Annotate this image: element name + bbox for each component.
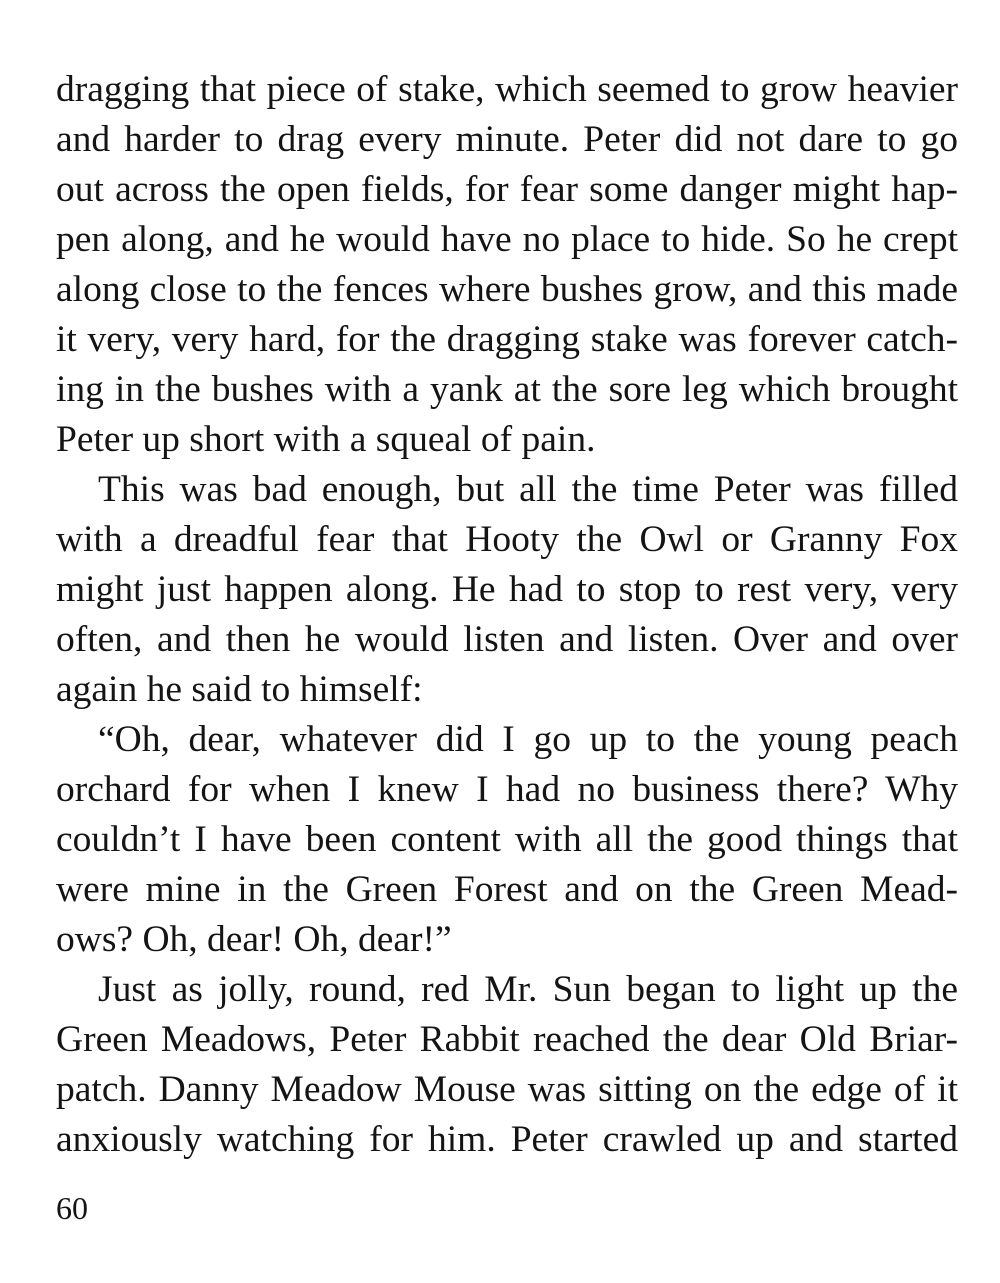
text-line: and harder to drag every minute. Peter did not dare to go: [56, 119, 958, 160]
text-line: dragging that piece of stake, which seemed to grow heavier: [56, 69, 958, 110]
text-line: Just as jolly, round, red Mr. Sun began to light up the: [98, 969, 958, 1010]
text-line: Green Meadows, Peter Rabbit reached the dear Old Briar-: [56, 1019, 958, 1060]
text-line: again he said to himself:: [56, 669, 423, 710]
text-line: might just happen along. He had to stop to rest very, very: [56, 569, 958, 610]
text-line: ing in the bushes with a yank at the sore leg which brought: [56, 369, 958, 410]
text-line: out across the open fields, for fear some danger might hap-: [56, 169, 958, 210]
text-line: This was bad enough, but all the time Peter was filled: [98, 469, 958, 510]
text-line: it very, very hard, for the dragging stake was forever catch-: [56, 319, 958, 360]
text-line: ows? Oh, dear! Oh, dear!”: [56, 919, 452, 960]
text-line: anxiously watching for him. Peter crawled up and started: [56, 1119, 958, 1160]
page-number: 60: [56, 1190, 88, 1226]
text-line: patch. Danny Meadow Mouse was sitting on the edge of it: [56, 1069, 958, 1110]
text-line: orchard for when I knew I had no business there? Why: [56, 769, 958, 810]
text-line: Peter up short with a squeal of pain.: [56, 419, 596, 460]
text-line: along close to the fences where bushes grow, and this made: [56, 269, 958, 310]
text-line: often, and then he would listen and listen. Over and over: [56, 619, 958, 660]
text-line: “Oh, dear, whatever did I go up to the young peach: [98, 719, 958, 760]
text-line: couldn’t I have been content with all the good things that: [56, 819, 958, 860]
text-line: with a dreadful fear that Hooty the Owl or Granny Fox: [56, 519, 958, 560]
text-line: were mine in the Green Forest and on the Green Mead-: [56, 869, 958, 910]
text-line: pen along, and he would have no place to hide. So he crept: [56, 219, 958, 260]
